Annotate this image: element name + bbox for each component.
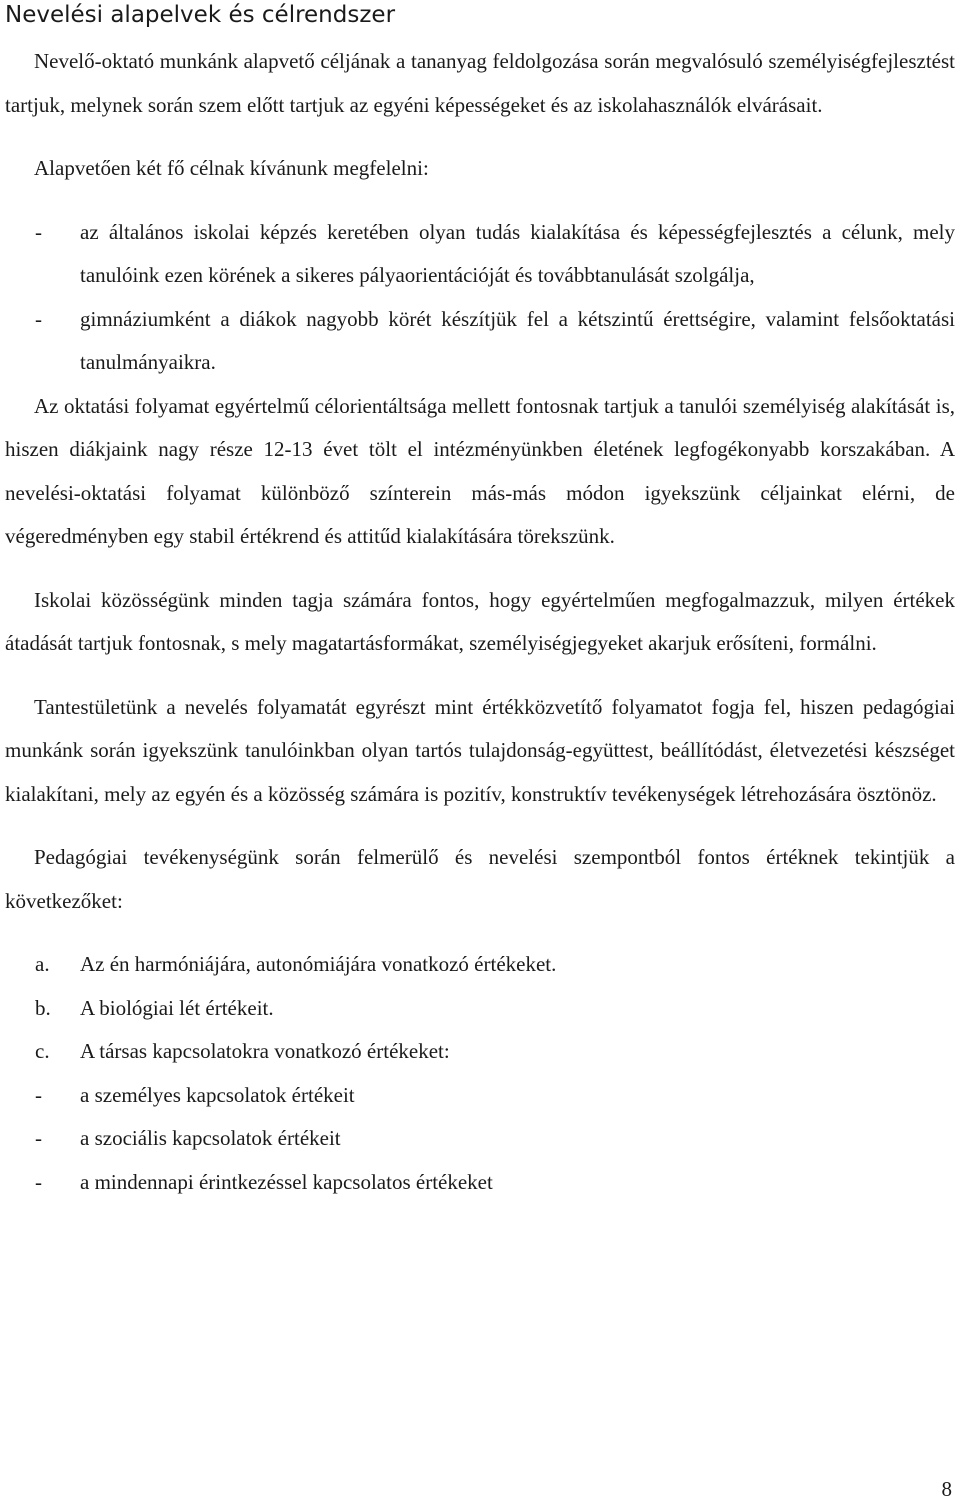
list-marker: - xyxy=(35,1126,42,1150)
list-item-text: a szociális kapcsolatok értékeit xyxy=(80,1126,341,1150)
paragraph-values-intro: Pedagógiai tevékenységünk során felmerülő és nevelési szempontból fontos értéknek tekintjük a következőket: xyxy=(5,845,955,913)
paragraph-gap xyxy=(5,559,955,579)
list-item-text: a mindennapi érintkezéssel kapcsolatos értékeket xyxy=(80,1169,493,1194)
list-marker: - xyxy=(35,306,42,331)
list-item-text: A biológiai lét értékeit. xyxy=(80,995,274,1020)
values-list xyxy=(5,943,955,1204)
list-item-text: gimnáziumként a diákok nagyobb körét készítjük fel a kétszintű érettségire, valamint felsőoktatási tanulmányaikra. xyxy=(80,306,955,374)
list-marker: - xyxy=(35,1169,42,1194)
list-item-text: a személyes kapcsolatok értékeit xyxy=(80,1082,355,1107)
list-marker: - xyxy=(35,1082,42,1107)
list-marker: b. xyxy=(35,995,51,1020)
document-body xyxy=(5,40,955,1204)
list-item xyxy=(5,987,955,1031)
list-item xyxy=(5,1161,955,1205)
goals-list xyxy=(5,211,955,385)
list-item xyxy=(5,943,955,987)
list-marker: - xyxy=(35,219,42,244)
paragraph-gap xyxy=(5,816,955,836)
list-item-text: A társas kapcsolatokra vonatkozó értékeket: xyxy=(80,1039,450,1063)
paragraph-personality: Az oktatási folyamat egyértelmű célorientáltsága mellett fontosnak tartjuk a tanulói személyiség alakítását is, hiszen diákjaink nagy része 12-13 évet tölt el intézményünkben életének legfogékonyabb korszakában. A nevelési-oktatási folyamat különböző színterein más-más módon igyekszünk céljainkat elérni, de végeredményben egy stabil értékrend és attitűd kialakítására törekszünk. xyxy=(5,393,955,548)
paragraph-community: Iskolai közösségünk minden tagja számára fontos, hogy egyértelműen megfogalmazzuk, milyen értékek átadását tartjuk fontosnak, s mely magatartásformákat, személyiségjegyeket akarjuk erősíteni, formálni. xyxy=(5,587,955,655)
paragraph-gap xyxy=(5,127,955,147)
paragraph-goals-intro: Alapvetően két fő célnak kívánunk megfelelni: xyxy=(34,156,429,180)
list-item-text: az általános iskolai képzés keretében olyan tudás kialakítása és képességfejlesztés a célunk, mely tanulóink ezen körének a sikeres pályaorientációját és továbbtanulását szolgálja, xyxy=(80,219,955,287)
list-item xyxy=(5,211,955,298)
paragraph-staff: Tantestületünk a nevelés folyamatát egyrészt mint értékközvetítő folyamatot fogja fel, hiszen pedagógiai munkánk során igyekszünk tanulóinkban olyan tartós tulajdonság-együttest, beállítódást, életvezetési készséget kialakítani, mely az egyén és a közösség számára is pozitív, konstruktív tevékenységek létrehozására ösztönöz. xyxy=(5,694,955,806)
section-heading: Nevelési alapelvek és célrendszer xyxy=(5,2,396,28)
list-item xyxy=(5,1117,955,1161)
list-marker: a. xyxy=(35,952,50,976)
paragraph-gap xyxy=(5,666,955,686)
list-item xyxy=(5,1074,955,1118)
list-marker: c. xyxy=(35,1039,50,1063)
list-item-text: Az én harmóniájára, autonómiájára vonatkozó értékeket. xyxy=(80,952,557,976)
list-item xyxy=(5,1030,955,1074)
page-number: 8 xyxy=(941,1477,952,1501)
list-item xyxy=(5,298,955,385)
paragraph-intro: Nevelő-oktató munkánk alapvető céljának a tananyag feldolgozása során megvalósuló személyiségfejlesztést tartjuk, melynek során szem előtt tartjuk az egyéni képességeket és az iskolahasználók elvárásait. xyxy=(5,49,955,117)
